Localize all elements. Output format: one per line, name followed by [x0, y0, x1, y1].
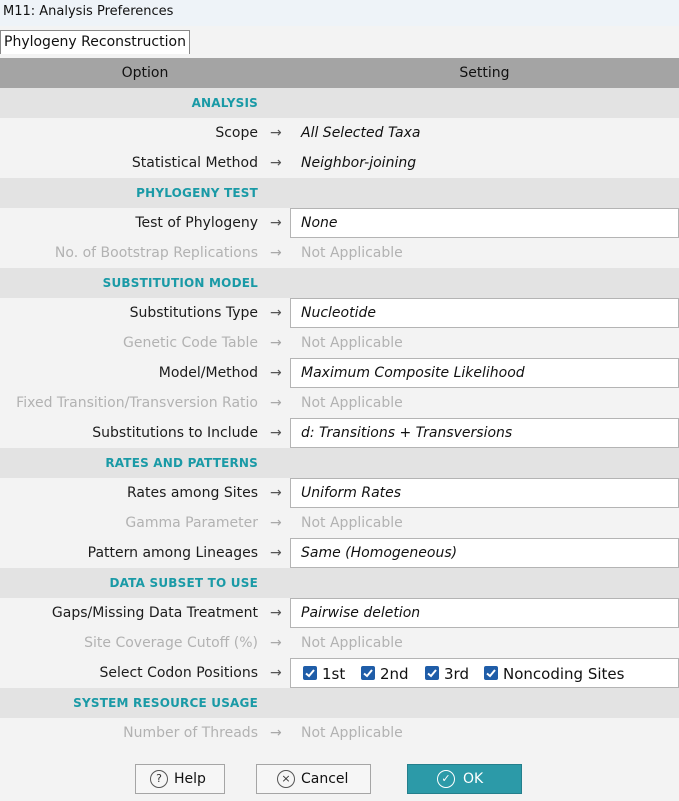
- section-label: SUBSTITUTION MODEL: [102, 276, 258, 290]
- option-label: Number of Threads: [123, 725, 258, 741]
- option-label: Site Coverage Cutoff (%): [84, 635, 258, 651]
- checkbox-label: Noncoding Sites: [503, 665, 625, 683]
- option-row-gaps-treatment[interactable]: [0, 598, 679, 628]
- option-label: Test of Phylogeny: [135, 215, 258, 231]
- ok-button-label: OK: [463, 771, 484, 787]
- check-icon: ✓: [437, 770, 455, 788]
- fixed-ratio-value: Not Applicable: [301, 395, 403, 411]
- threads-value: Not Applicable: [301, 725, 403, 741]
- arrow-icon: →: [270, 155, 282, 171]
- cancel-button[interactable]: [256, 764, 371, 794]
- section-substitution-model: [0, 268, 679, 298]
- option-row-site-coverage: [0, 628, 679, 658]
- arrow-icon: →: [270, 635, 282, 651]
- option-label: Fixed Transition/Transversion Ratio: [16, 395, 258, 411]
- option-label: Select Codon Positions: [99, 665, 258, 681]
- section-rates-patterns: [0, 448, 679, 478]
- test-of-phylogeny-select[interactable]: [290, 208, 679, 238]
- column-header-option: Option: [121, 65, 169, 81]
- arrow-icon: →: [270, 305, 282, 321]
- select-value: None: [301, 215, 338, 231]
- ok-button[interactable]: [407, 764, 522, 794]
- column-header-setting: Setting: [459, 65, 510, 81]
- select-value: Same (Homogeneous): [301, 545, 458, 561]
- model-method-select[interactable]: [290, 358, 679, 388]
- option-label: Genetic Code Table: [123, 335, 258, 351]
- arrow-icon: →: [270, 605, 282, 621]
- section-data-subset: [0, 568, 679, 598]
- section-label: PHYLOGENY TEST: [136, 186, 258, 200]
- arrow-icon: →: [270, 485, 282, 501]
- tab-strip: [0, 26, 679, 58]
- table-header: [0, 58, 679, 88]
- arrow-icon: →: [270, 365, 282, 381]
- section-analysis: [0, 88, 679, 118]
- option-label: Substitutions Type: [129, 305, 258, 321]
- help-button[interactable]: [135, 764, 225, 794]
- checkbox-checked-icon: [361, 666, 375, 680]
- section-label: SYSTEM RESOURCE USAGE: [73, 696, 258, 710]
- option-label: Gamma Parameter: [125, 515, 258, 531]
- substitutions-include-select[interactable]: [290, 418, 679, 448]
- checkbox-label: 3rd: [444, 665, 469, 683]
- substitutions-type-select[interactable]: [290, 298, 679, 328]
- genetic-code-table-value: Not Applicable: [301, 335, 403, 351]
- arrow-icon: →: [270, 665, 282, 681]
- checkbox-checked-icon: [425, 666, 439, 680]
- option-row-genetic-code-table: [0, 328, 679, 358]
- option-row-substitutions-include[interactable]: [0, 418, 679, 448]
- option-row-threads: [0, 718, 679, 748]
- option-label: Scope: [215, 125, 258, 141]
- arrow-icon: →: [270, 335, 282, 351]
- arrow-icon: →: [270, 125, 282, 141]
- option-label: Model/Method: [158, 365, 258, 381]
- gamma-parameter-value: Not Applicable: [301, 515, 403, 531]
- scope-value[interactable]: All Selected Taxa: [301, 125, 421, 141]
- section-phylogeny-test: [0, 178, 679, 208]
- help-button-label: Help: [174, 771, 206, 787]
- select-value: Pairwise deletion: [301, 605, 421, 621]
- option-row-scope[interactable]: [0, 118, 679, 148]
- option-label: Rates among Sites: [126, 485, 258, 501]
- window-title-bar: [0, 0, 679, 26]
- option-row-bootstrap-replications: [0, 238, 679, 268]
- arrow-icon: →: [270, 425, 282, 441]
- gaps-treatment-select[interactable]: [290, 598, 679, 628]
- section-label: DATA SUBSET TO USE: [109, 576, 258, 590]
- checkbox-checked-icon: [484, 666, 498, 680]
- checkbox-checked-icon: [303, 666, 317, 680]
- checkbox-label: 1st: [322, 665, 346, 683]
- help-icon: ?: [150, 770, 168, 788]
- tab-phylogeny-reconstruction[interactable]: Phylogeny Reconstruction: [0, 30, 190, 54]
- option-row-fixed-ratio: [0, 388, 679, 418]
- window-title: M11: Analysis Preferences: [3, 4, 174, 19]
- option-row-model-method[interactable]: [0, 358, 679, 388]
- section-system-resources: [0, 688, 679, 718]
- section-label: RATES AND PATTERNS: [105, 456, 258, 470]
- option-row-test-of-phylogeny[interactable]: [0, 208, 679, 238]
- option-row-statistical-method[interactable]: [0, 148, 679, 178]
- option-row-gamma-parameter: [0, 508, 679, 538]
- arrow-icon: →: [270, 215, 282, 231]
- select-value: d: Transitions + Transversions: [301, 425, 513, 441]
- option-row-rates-among-sites[interactable]: [0, 478, 679, 508]
- select-value: Nucleotide: [301, 305, 376, 321]
- arrow-icon: →: [270, 245, 282, 261]
- arrow-icon: →: [270, 515, 282, 531]
- codon-positions-group: [290, 658, 679, 688]
- pattern-among-lineages-select[interactable]: [290, 538, 679, 568]
- arrow-icon: →: [270, 395, 282, 411]
- rates-among-sites-select[interactable]: [290, 478, 679, 508]
- option-label: Gaps/Missing Data Treatment: [51, 605, 258, 621]
- option-label: No. of Bootstrap Replications: [54, 245, 258, 261]
- close-icon: ×: [277, 770, 295, 788]
- option-label: Substitutions to Include: [92, 425, 258, 441]
- checkbox-label: 2nd: [380, 665, 409, 683]
- cancel-button-label: Cancel: [301, 771, 349, 787]
- dialog-footer: [0, 758, 679, 801]
- option-row-pattern-among-lineages[interactable]: [0, 538, 679, 568]
- statistical-method-value[interactable]: Neighbor-joining: [301, 155, 417, 171]
- option-row-substitutions-type[interactable]: [0, 298, 679, 328]
- section-label: ANALYSIS: [191, 96, 258, 110]
- option-label: Statistical Method: [131, 155, 258, 171]
- arrow-icon: →: [270, 545, 282, 561]
- site-coverage-value: Not Applicable: [301, 635, 403, 651]
- select-value: Uniform Rates: [301, 485, 402, 501]
- bootstrap-replications-value: Not Applicable: [301, 245, 403, 261]
- option-label: Pattern among Lineages: [87, 545, 258, 561]
- select-value: Maximum Composite Likelihood: [301, 365, 525, 381]
- arrow-icon: →: [270, 725, 282, 741]
- option-row-codon-positions: [0, 658, 679, 688]
